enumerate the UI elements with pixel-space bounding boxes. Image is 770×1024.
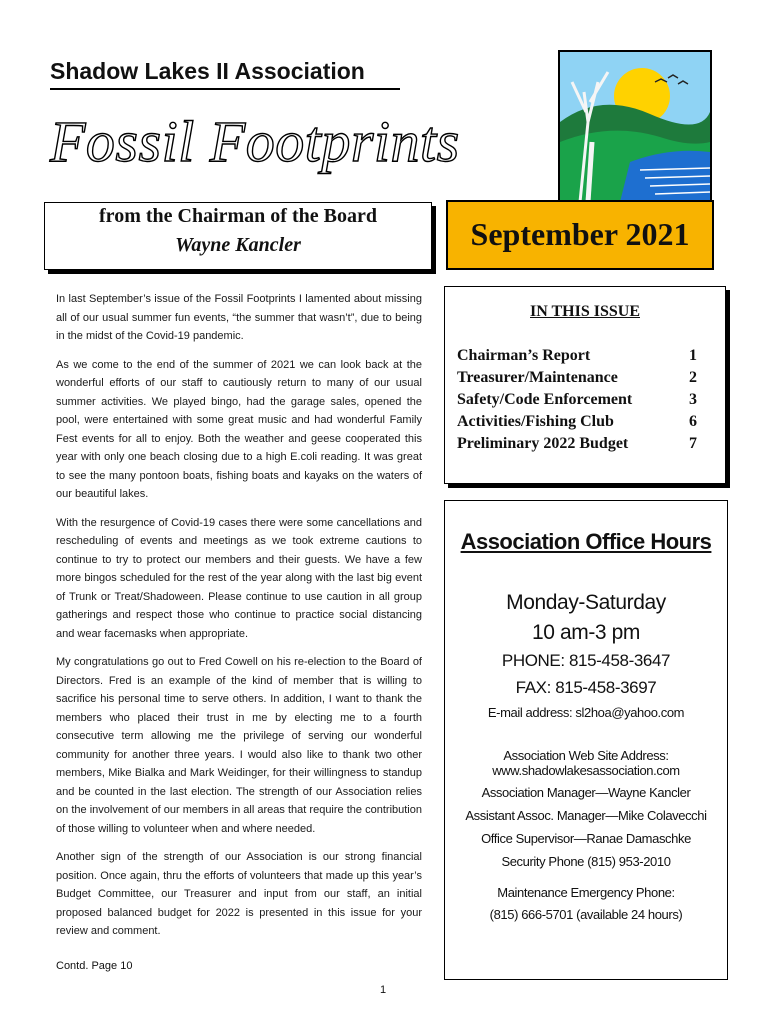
page-number: 1 bbox=[380, 984, 387, 996]
office-email: E-mail address: sl2hoa@yahoo.com bbox=[487, 705, 685, 720]
assistant-manager: Assistant Assoc. Manager—Mike Colavecchi bbox=[465, 808, 707, 823]
letter-paragraph: With the resurgence of Covid-19 cases there were some cancellations and rescheduling of events and meetings as we took extreme cautions to continue to try to protect our members and their guests. We have a few more bingos scheduled for the rest of the year along with the last big event of Trunk or Treat/Shadoween. Please continue to use caution in all group gatherings and respect those who continue to practice social distancing and wear facemasks when appropriate. bbox=[56, 516, 422, 640]
chairman-name: Wayne Kancler bbox=[175, 234, 301, 256]
association-manager: Association Manager—Wayne Kancler bbox=[481, 785, 691, 800]
contents-item-page: 3 bbox=[689, 391, 697, 408]
office-days: Monday-Saturday bbox=[506, 591, 666, 614]
letter-paragraph: Another sign of the strength of our Association is our strong financial position. Once again, thru the efforts of volunteers that made up this year’s Budget Committee, our Treasurer and input from our staff, an initial proposed balanced budget for 2022 is presented in this issue for your review and comment. bbox=[56, 851, 422, 937]
in-this-issue-box bbox=[444, 286, 726, 484]
letter-paragraph: As we come to the end of the summer of 2021 we can look back at the wonderful efforts of our staff to cautiously return to many of our usual summer activities. We played bingo, had the garage sales, opened the pool, were entertained with some great music and had wonderful Family Fest events for all to enjoy. Both the weather and geese cooperated this year with only one beach closing due to a high E.coli reading. It was great to see the many pontoon boats, fishing boats and kayaks on the waters of our beautiful lakes. bbox=[56, 358, 422, 500]
contents-item bbox=[457, 345, 697, 367]
office-phone: PHONE: 815-458-3647 bbox=[501, 651, 671, 670]
title-underline bbox=[50, 88, 400, 90]
letter-paragraph: My congratulations go out to Fred Cowell on his re-election to the Board of Directors. Fred is an example of the kind of member that is willing to sacrifice his personal time to serve others. In addition, I want to thank the members who placed their trust in me by electing me to a fourth consecutive term allowing me the privilege of serving our wonderful community for another three years. I would also like to thank two other members, Mike Bialka and Mark Weidinger, for their willingness to standup and be counted in the last election. The strength of our Association relies on the involvement of our members in all areas that require the contribution of those willing to volunteer when and where needed. bbox=[56, 656, 422, 835]
contents-item-page: 2 bbox=[689, 369, 697, 386]
contents-item-title: Treasurer/Maintenance bbox=[457, 369, 618, 386]
office-supervisor: Office Supervisor—Ranae Damaschke bbox=[481, 831, 691, 846]
newsletter-title: Fossil Footprints bbox=[50, 109, 460, 174]
association-logo bbox=[558, 50, 712, 204]
contents-item-page: 7 bbox=[689, 435, 697, 452]
contents-item-title: Chairman’s Report bbox=[457, 347, 591, 364]
chairman-letter bbox=[56, 290, 422, 951]
contents-item-title: Safety/Code Enforcement bbox=[457, 391, 633, 408]
security-phone: Security Phone (815) 953-2010 bbox=[501, 854, 671, 869]
chairman-heading: from the Chairman of the Board bbox=[99, 205, 377, 227]
contents-item-page: 1 bbox=[689, 347, 697, 364]
organization-name: Shadow Lakes II Association bbox=[50, 58, 365, 84]
contents-item bbox=[457, 367, 697, 389]
issue-date-box bbox=[446, 200, 714, 270]
continued-note: Contd. Page 10 bbox=[56, 960, 133, 972]
office-fax: FAX: 815-458-3697 bbox=[515, 678, 657, 697]
contents-item bbox=[457, 411, 697, 433]
maintenance-phone: (815) 666-5701 (available 24 hours) bbox=[489, 907, 683, 922]
office-hours-heading: Association Office Hours bbox=[460, 529, 712, 554]
lake-landscape-icon bbox=[560, 52, 710, 202]
chairman-box bbox=[44, 202, 432, 270]
contents-item-page: 6 bbox=[689, 413, 697, 430]
office-hours-box bbox=[444, 500, 728, 980]
office-hours: 10 am-3 pm bbox=[531, 621, 641, 644]
in-this-issue-heading: IN THIS ISSUE bbox=[530, 303, 640, 320]
contents-item-title: Activities/Fishing Club bbox=[457, 413, 614, 430]
letter-paragraph: In last September’s issue of the Fossil Footprints I lamented about missing all of our usual summer fun events, “the summer that wasn’t”, due to being in the midst of the Covid-19 pandemic. bbox=[56, 293, 422, 342]
website-url: www.shadowlakesassociation.com bbox=[492, 763, 680, 778]
maintenance-label: Maintenance Emergency Phone: bbox=[497, 885, 675, 900]
issue-date: September 2021 bbox=[470, 216, 690, 252]
website-label: Association Web Site Address: bbox=[503, 748, 669, 763]
contents-item bbox=[457, 389, 697, 411]
contents-item bbox=[457, 433, 697, 455]
contents-item-title: Preliminary 2022 Budget bbox=[457, 435, 629, 452]
contents-list bbox=[457, 345, 697, 455]
